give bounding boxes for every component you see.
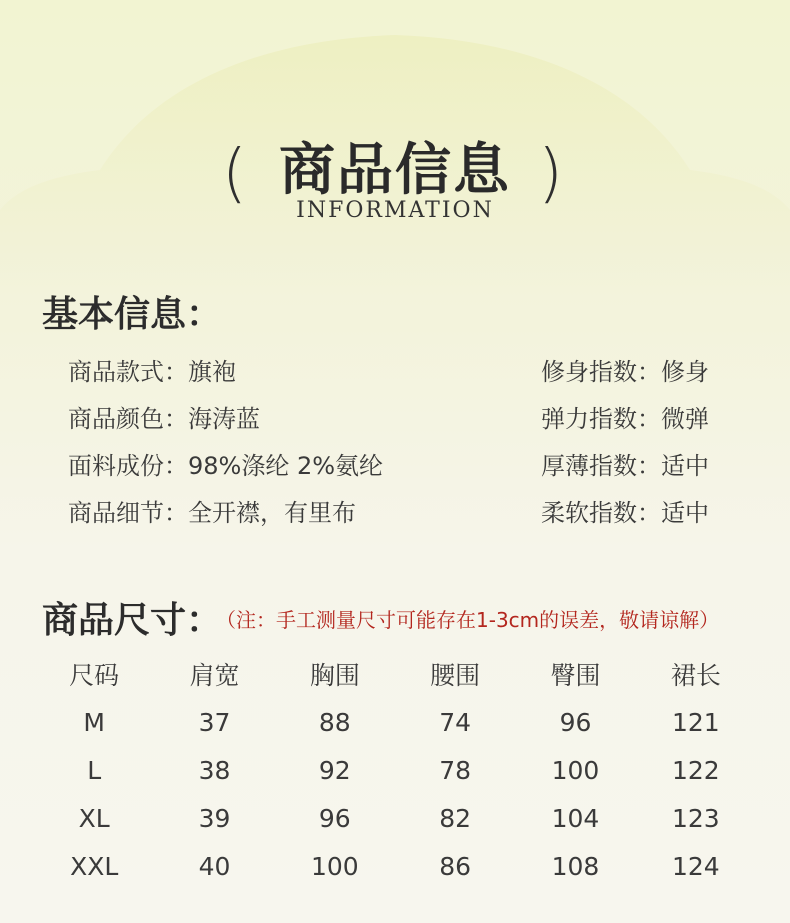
table-cell: 100: [551, 755, 600, 785]
table-cell: XXL: [70, 851, 119, 881]
info-value: 适中: [661, 452, 709, 480]
table-cell: 78: [439, 755, 472, 785]
size-heading-row: [42, 592, 719, 643]
table-cell: 108: [551, 851, 600, 881]
table-cell: 123: [671, 803, 720, 833]
title-block: [0, 120, 790, 240]
info-value: 修身: [661, 358, 709, 386]
table-cell: 96: [318, 803, 351, 833]
size-table-header: [34, 650, 756, 698]
info-item-color: [68, 399, 260, 434]
info-label: 商品款式：: [68, 358, 188, 386]
info-value: 微弹: [661, 405, 709, 433]
info-label: 面料成份：: [68, 452, 188, 480]
table-cell: XL: [78, 803, 110, 833]
table-cell: 88: [318, 707, 351, 737]
right-parenthesis: ): [538, 137, 563, 211]
info-label: 柔软指数：: [541, 499, 661, 527]
info-item-elasticity: [541, 399, 709, 434]
info-item-thickness: [541, 446, 709, 481]
info-label: 弹力指数：: [541, 405, 661, 433]
table-cell: 104: [551, 803, 600, 833]
table-cell: 96: [559, 707, 592, 737]
table-cell: 39: [198, 803, 231, 833]
table-cell: 38: [198, 755, 231, 785]
table-row: [34, 698, 756, 746]
info-item-style: [68, 352, 236, 387]
table-cell: 124: [671, 851, 720, 881]
info-value: 海涛蓝: [188, 405, 260, 433]
info-label: 修身指数：: [541, 358, 661, 386]
table-row: [34, 842, 756, 890]
table-row: [34, 746, 756, 794]
table-cell: L: [87, 755, 102, 785]
info-item-fit: [541, 352, 709, 387]
info-value: 适中: [661, 499, 709, 527]
column-header: 裙长: [670, 661, 721, 690]
basic-info-heading: 基本信息：: [42, 294, 223, 335]
info-item-softness: [541, 493, 709, 528]
info-label: 厚薄指数：: [541, 452, 661, 480]
table-cell: 86: [439, 851, 472, 881]
page-title: 商品信息: [279, 138, 511, 203]
table-cell: 40: [198, 851, 231, 881]
table-cell: 122: [671, 755, 720, 785]
left-parenthesis: (: [222, 137, 247, 211]
table-cell: 37: [198, 707, 231, 737]
page-subtitle: INFORMATION: [296, 198, 494, 223]
table-cell: 100: [310, 851, 359, 881]
measurement-note: （注：手工测量尺寸可能存在1-3cm的误差，敬请谅解）: [226, 608, 720, 632]
table-cell: M: [83, 707, 105, 737]
column-header: 臀围: [550, 661, 601, 690]
info-value: 全开襟，有里布: [188, 499, 356, 527]
info-item-fabric: [68, 446, 383, 481]
info-value: 98%涤纶 2%氨纶: [188, 452, 384, 480]
info-label: 商品细节：: [68, 499, 188, 527]
table-cell: 82: [439, 803, 472, 833]
column-header: 胸围: [309, 661, 360, 690]
size-heading: 商品尺寸：: [42, 600, 223, 641]
info-label: 商品颜色：: [68, 405, 188, 433]
info-item-detail: [68, 493, 356, 528]
table-cell: 74: [439, 707, 472, 737]
table-cell: 92: [318, 755, 351, 785]
info-value: 旗袍: [188, 358, 236, 386]
column-header: 肩宽: [189, 661, 240, 690]
size-table: [34, 650, 756, 890]
column-header: 腰围: [430, 661, 481, 690]
table-row: [34, 794, 756, 842]
column-header: 尺码: [69, 661, 120, 690]
table-cell: 121: [671, 707, 720, 737]
